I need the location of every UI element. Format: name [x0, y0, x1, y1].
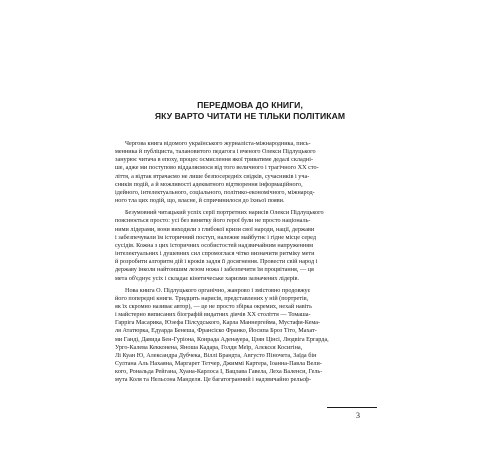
text-line: ліття, а відтак втрачаємо не лише безпосередніх свідків, сучасників і уча-: [115, 172, 310, 180]
text-line: і майстерно виписаних біографій видатних діячів XX століття — Томаша-: [115, 311, 311, 319]
page-number: 3: [356, 411, 360, 420]
text-line: ними лідерами, вони виходили з глибокої кризи свої народи, нації, держави: [115, 225, 315, 233]
text-line: пояснюється просто: усі без винятку його герої були не просто національ-: [115, 217, 311, 225]
text-line: сусідів. Кожна з цих історичних особистостей надзвичайним напруженням: [115, 241, 314, 249]
text-line: сників подій, а й можливості адекватного відтворення інформаційного,: [115, 180, 303, 188]
text-line: Безумовний читацький успіх серії портретних нарисів Олекси Підлуцького: [125, 209, 324, 217]
text-line: мета об'єднує усіх і складає кінетичеське харизми зазначених лідерів.: [115, 274, 300, 282]
paragraph: [115, 209, 378, 282]
text-line: ного тла цих подій, що, власне, й спричинилося до їхньої появи.: [115, 197, 285, 205]
text-line: менника й публіциста, талановитого педагога і вченого Олекси Підлуцького: [115, 148, 316, 156]
text-line: ідейного, інтелектуального, соціального, політико-економічного, міжнарод-: [115, 188, 315, 196]
text-line: кого, Рональда Рейгана, Хуана-Карлоса І, Вацлава Гавела, Леха Валенси, Гель-: [115, 368, 323, 376]
text-line: занурює читача в епоху, процес осмислення якої триватиме дедалі складні-: [115, 156, 314, 164]
text-line: Лі Куан Ю, Александра Дубчека, Віллі Брандта, Августо Піночета, Заїда бін: [115, 351, 317, 359]
text-line: Урго-Калева Кекконена, Яноша Кадара, Голди Меїр, Алєксєя Косигіна,: [115, 343, 303, 351]
text-line: Султана Аль Нахаяна, Маргарет Тетчер, Джиммі Картера, Іоанна-Павла Вели-: [115, 360, 322, 368]
paragraph: [115, 140, 378, 205]
text-line: ше, адже ми поступово віддаляємося від того величного і трагічного XX сто-: [115, 164, 319, 172]
text-line: Гарріга Масарика, Юзефа Пілсудського, Карла Маннергейма, Мустафи-Кема-: [115, 319, 321, 327]
text-line: Чергова книга відомого українського журналіста-міжнародника, пись-: [125, 140, 311, 147]
body-text: [115, 140, 378, 389]
text-line: і забезпечували їм історичний поступ, належне майбутнє і гідне місце серед: [115, 233, 316, 241]
text-line: ля Ататюрка, Едуарда Бенеша, Франсіско Франко, Йосипа Броз Тіто, Махат-: [115, 327, 317, 335]
text-line: як їх скромно називає автор), — це не просто збірка окремих, нехай навіть: [115, 302, 312, 310]
preface-heading: [0, 100, 500, 122]
text-line: державу інколи найтоншим лезом ножа і забезпечити їм процвітання, — ця: [115, 266, 314, 274]
text-line: інтелектуальних і душевних сил спромоглася чітко визначити ритміку мети: [115, 250, 315, 258]
text-line: й розробити алгоритм дій і кроків задля її досягнення. Провести свій народ і: [115, 258, 318, 266]
heading-line: ПЕРЕДМОВА ДО КНИГИ,: [197, 100, 303, 110]
paragraph: [115, 287, 378, 385]
heading-line: ЯКУ ВАРТО ЧИТАТИ НЕ ТІЛЬКИ ПОЛІТИКАМ: [154, 111, 346, 121]
text-line: його попередні книги. Тридцять нарисів, представлених у ній (портретів,: [115, 294, 309, 302]
text-line: мута Коля та Нельсона Манделя. Це багатогранний і надзвичайно рельєф-: [115, 376, 312, 384]
text-line: Нова книга О. Підлуцького органічно, жанрово і змістовно продовжує: [125, 286, 311, 294]
text-line: ми Ганді, Давида Бен-Гуріона, Конрада Аденауера, Цзян Цінсі, Людвіга Ергарда,: [115, 335, 329, 343]
page-number-rule: [327, 407, 377, 408]
